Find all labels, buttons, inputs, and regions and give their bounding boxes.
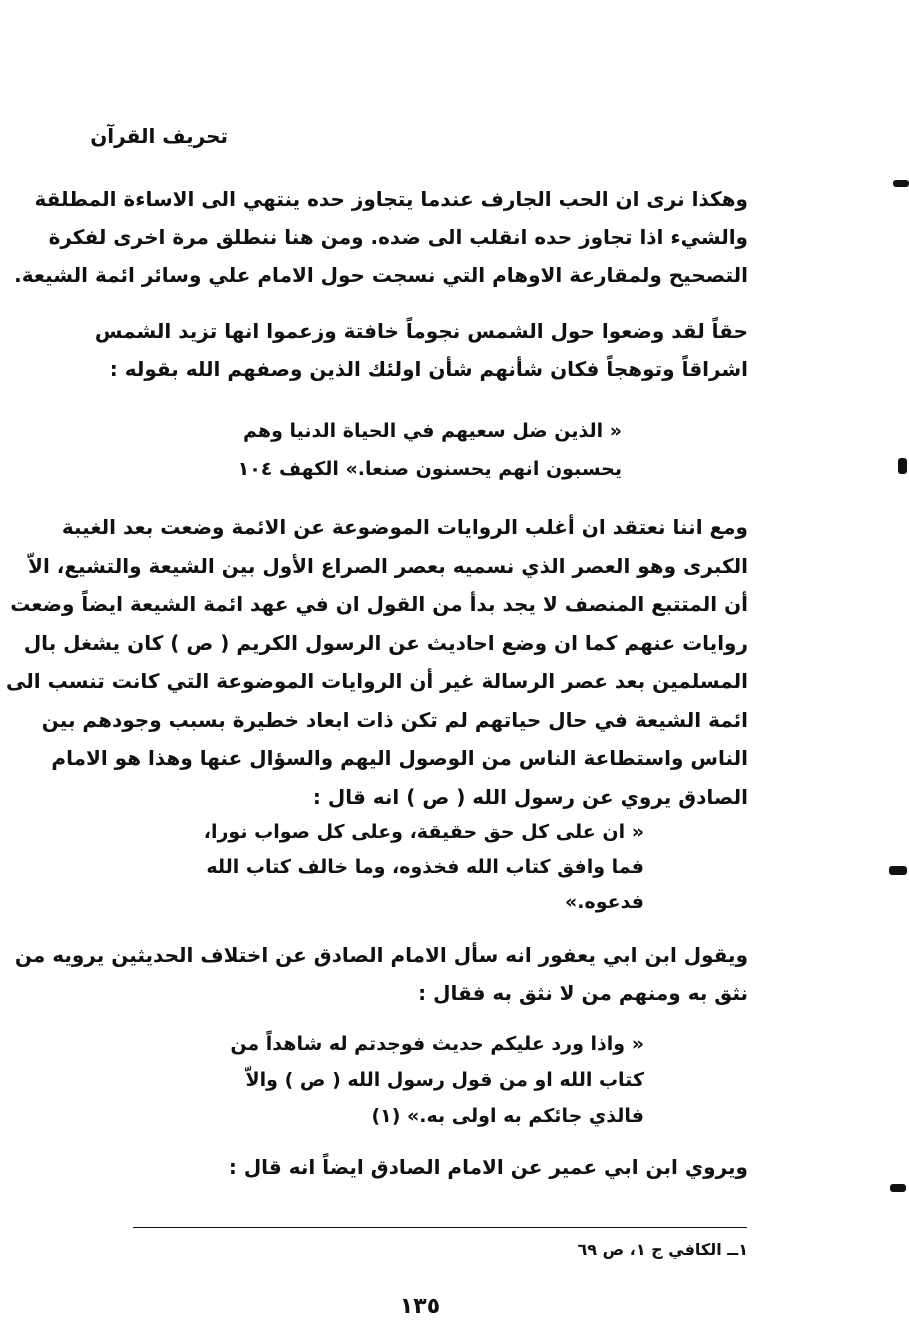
paragraph-line: اشراقاً وتوهجاً فكان شأنهم شأن اولئك الذين وصفهم الله بقوله : [109, 357, 748, 381]
quote-line: فالذي جائكم به اولى به.» (١) [371, 1105, 644, 1127]
paragraph-3 [6, 508, 748, 816]
paragraph-line: ومع اننا نعتقد ان أغلب الروايات الموضوعة عن الائمة وضعت بعد الغيبة [61, 515, 748, 539]
paragraph-line: الكبرى وهو العصر الذي نسميه بعصر الصراع الأول بين الشيعة والتشيع، الاّ [28, 553, 748, 578]
paragraph-line: أن المتتبع المنصف لا يجد بدأ من القول ان في عهد ائمة الشيعة ايضاً وضعت [10, 592, 748, 616]
paragraph-1 [14, 180, 748, 294]
quote-line: « الذين ضل سعيهم في الحياة الدنيا وهم [243, 420, 622, 442]
scan-edge-mark [893, 180, 909, 187]
paragraph-line: المسلمين بعد عصر الرسالة غير أن الروايات الموضوعة التي كانت تنسب الى [6, 669, 748, 693]
quote-1 [237, 412, 622, 488]
scan-edge-mark [898, 458, 907, 474]
scan-edge-mark [889, 866, 907, 875]
paragraph-line: ويروي ابن ابي عمير عن الامام الصادق ايضاً انه قال : [228, 1155, 748, 1179]
paragraph-line: روايات عنهم كما ان وضع احاديث عن الرسول الكريم ( ص ) كان يشغل بال [23, 630, 748, 655]
paragraph-line: الصادق يروي عن رسول الله ( ص ) انه قال : [312, 784, 748, 809]
quote-3 [230, 1026, 644, 1134]
paragraph-line: الناس واستطاعة الناس من الوصول اليهم والسؤال عنها وهذا هو الامام [51, 746, 748, 770]
quote-line: « ان على كل حق حقيقة، وعلى كل صواب نورا، [203, 821, 644, 843]
quote-line: « واذا ورد عليكم حديث فوجدتم له شاهداً من [230, 1033, 644, 1055]
paragraph-line: التصحيح ولمقارعة الاوهام التي نسجت حول الامام علي وسائر ائمة الشيعة. [14, 263, 748, 287]
running-header-title: تحريف القرآن [90, 124, 228, 148]
footnote: ١ــ الكافي ج ١، ص ٦٩ [577, 1240, 748, 1259]
paragraph-line: حقاً لقد وضعوا حول الشمس نجوماً خافتة وزعموا انها تزيد الشمس [94, 319, 748, 343]
page-number: ١٣٥ [399, 1294, 441, 1319]
paragraph-4 [14, 936, 748, 1012]
paragraph-line: نثق به ومنهم من لا نثق به فقال : [418, 981, 748, 1005]
paragraph-line: والشيء اذا تجاوز حده انقلب الى ضده. ومن هنا ننطلق مرة اخرى لفكرة [48, 225, 748, 249]
quote-line: فدعوه.» [564, 891, 644, 913]
quote-line: يحسبون انهم يحسنون صنعا.» الكهف ١٠٤ [237, 458, 622, 480]
paragraph-line: وهكذا نرى ان الحب الجارف عندما يتجاوز حده ينتهي الى الاساءة المطلقة [34, 187, 748, 211]
quote-line: فما وافق كتاب الله فخذوه، وما خالف كتاب الله [206, 856, 644, 878]
paragraph-2 [94, 312, 748, 388]
scan-edge-mark [890, 1184, 906, 1192]
quote-line: كتاب الله او من قول رسول الله ( ص ) والاّ [245, 1069, 644, 1091]
paragraph-line: ائمة الشيعة في حال حياتهم لم تكن ذات ابعاد خطيرة بسبب وجودهم بين [41, 707, 748, 732]
paragraph-line: ويقول ابن ابي يعفور انه سأل الامام الصادق عن اختلاف الحديثين يرويه من [14, 943, 748, 967]
footnote-separator [133, 1227, 747, 1228]
paragraph-5 [118, 1148, 748, 1186]
quote-2 [203, 815, 644, 920]
